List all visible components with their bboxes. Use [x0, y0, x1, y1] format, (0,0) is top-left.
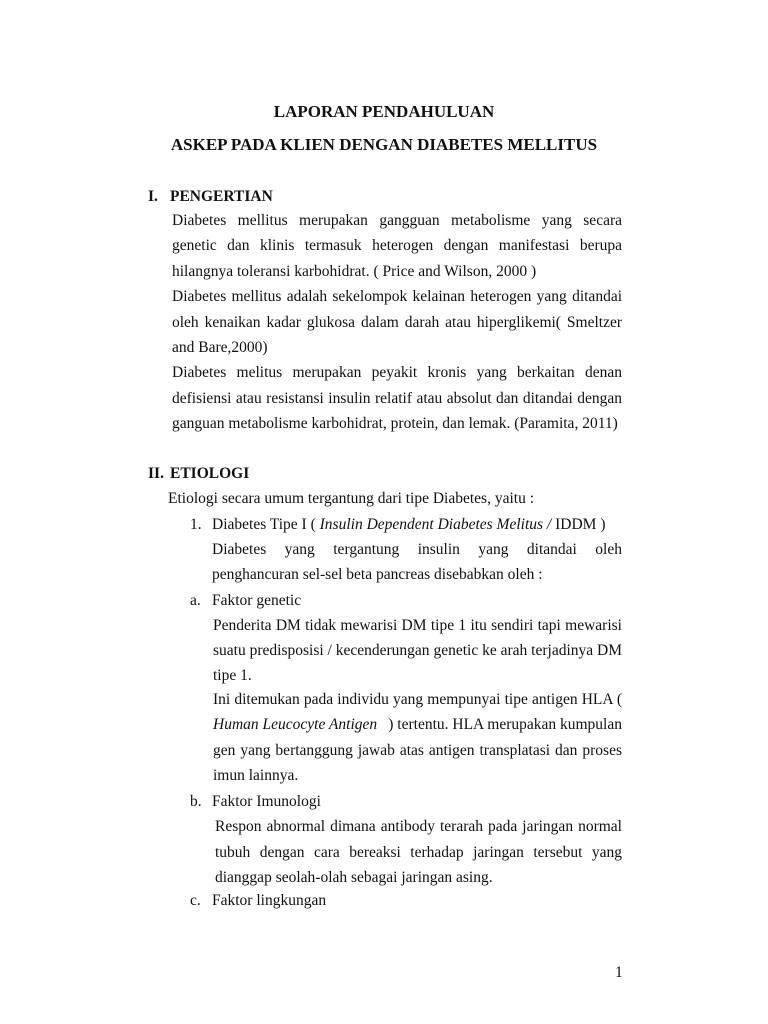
section1-line: Diabetes mellitus merupakan gangguan metabolisme yang secara	[172, 212, 622, 229]
item1-desc-line: Diabetes yang tergantung insulin yang ditandai oleh	[212, 541, 622, 558]
item1-italic: Insulin Dependent Diabetes Melitus /	[319, 516, 552, 533]
subitem-c-heading: Faktor lingkungan	[212, 892, 327, 909]
section2-intro: Etiologi secara umum tergantung dari tipe Diabetes, yaitu :	[168, 490, 535, 507]
section1-line: ganguan metabolisme karbohidrat, protein, dan lemak. (Paramita, 2011)	[172, 415, 618, 432]
hla-term: Human Leucocyte Antigen	[213, 716, 378, 733]
subitem-b-line: Respon abnormal dimana antibody terarah pada jaringan normal	[215, 818, 622, 835]
section2-number: II.	[148, 465, 164, 482]
subitem-a-line: suatu predisposisi / kecenderungan genetic ke arah terjadinya DM	[213, 642, 622, 659]
section1-line: defisiensi atau resistansi insulin relatif atau absolut dan ditandai dengan	[172, 390, 622, 407]
section1-number: I.	[148, 188, 158, 205]
section1-line: genetic dan klinis termasuk heterogen dengan manifestasi berupa	[172, 237, 622, 254]
subitem-a-line: imun lainnya.	[213, 767, 299, 784]
subitem-a-line	[213, 717, 622, 733]
section1-line: and Bare,2000)	[172, 339, 268, 356]
subitem-a-line: Penderita DM tidak mewarisi DM tipe 1 itu sendiri tapi mewarisi	[213, 617, 622, 634]
section1-heading: PENGERTIAN	[170, 188, 273, 205]
title-line-2: ASKEP PADA KLIEN DENGAN DIABETES MELLITUS	[170, 135, 598, 154]
subitem-c-label: c.	[190, 892, 201, 909]
item1-number: 1.	[190, 516, 202, 533]
title-line-1: LAPORAN PENDAHULUAN	[273, 102, 495, 121]
subitem-a-heading: Faktor genetic	[212, 592, 302, 609]
section1-line: Diabetes melitus merupakan peyakit kronis yang berkaitan denan	[172, 364, 622, 381]
item1-prefix: Diabetes Tipe I (	[212, 516, 316, 533]
hla-rest: ) tertentu. HLA merupakan kumpulan	[388, 716, 622, 733]
section1-line: Diabetes mellitus adalah sekelompok kelainan heterogen yang ditandai	[172, 288, 622, 305]
subitem-a-line: tipe 1.	[213, 667, 252, 684]
section2-heading: ETIOLOGI	[170, 465, 250, 482]
subitem-b-line: dianggap seolah-olah sebagai jaringan asing.	[215, 869, 493, 886]
page-number: 1	[615, 964, 623, 981]
subitem-b-line: tubuh dengan cara bereaksi terhadap jaringan tersebut yang	[215, 844, 622, 861]
section1-line: oleh kenaikan kadar glukosa dalam darah atau hiperglikemi( Smeltzer	[172, 314, 622, 331]
item1-title	[212, 517, 605, 533]
item1-suffix: IDDM )	[555, 516, 606, 533]
subitem-a-line: gen yang bertanggung jawab atas antigen transplatasi dan proses	[213, 742, 622, 759]
subitem-b-label: b.	[190, 793, 202, 810]
subitem-b-heading: Faktor Imunologi	[212, 793, 321, 810]
subitem-a-label: a.	[190, 592, 201, 609]
item1-desc-line: penghancuran sel-sel beta pancreas disebabkan oleh :	[212, 566, 543, 583]
section1-line: hilangnya toleransi karbohidrat. ( Price and Wilson, 2000 )	[172, 263, 537, 280]
subitem-a-line: Ini ditemukan pada individu yang mempunyai tipe antigen HLA (	[213, 691, 622, 708]
